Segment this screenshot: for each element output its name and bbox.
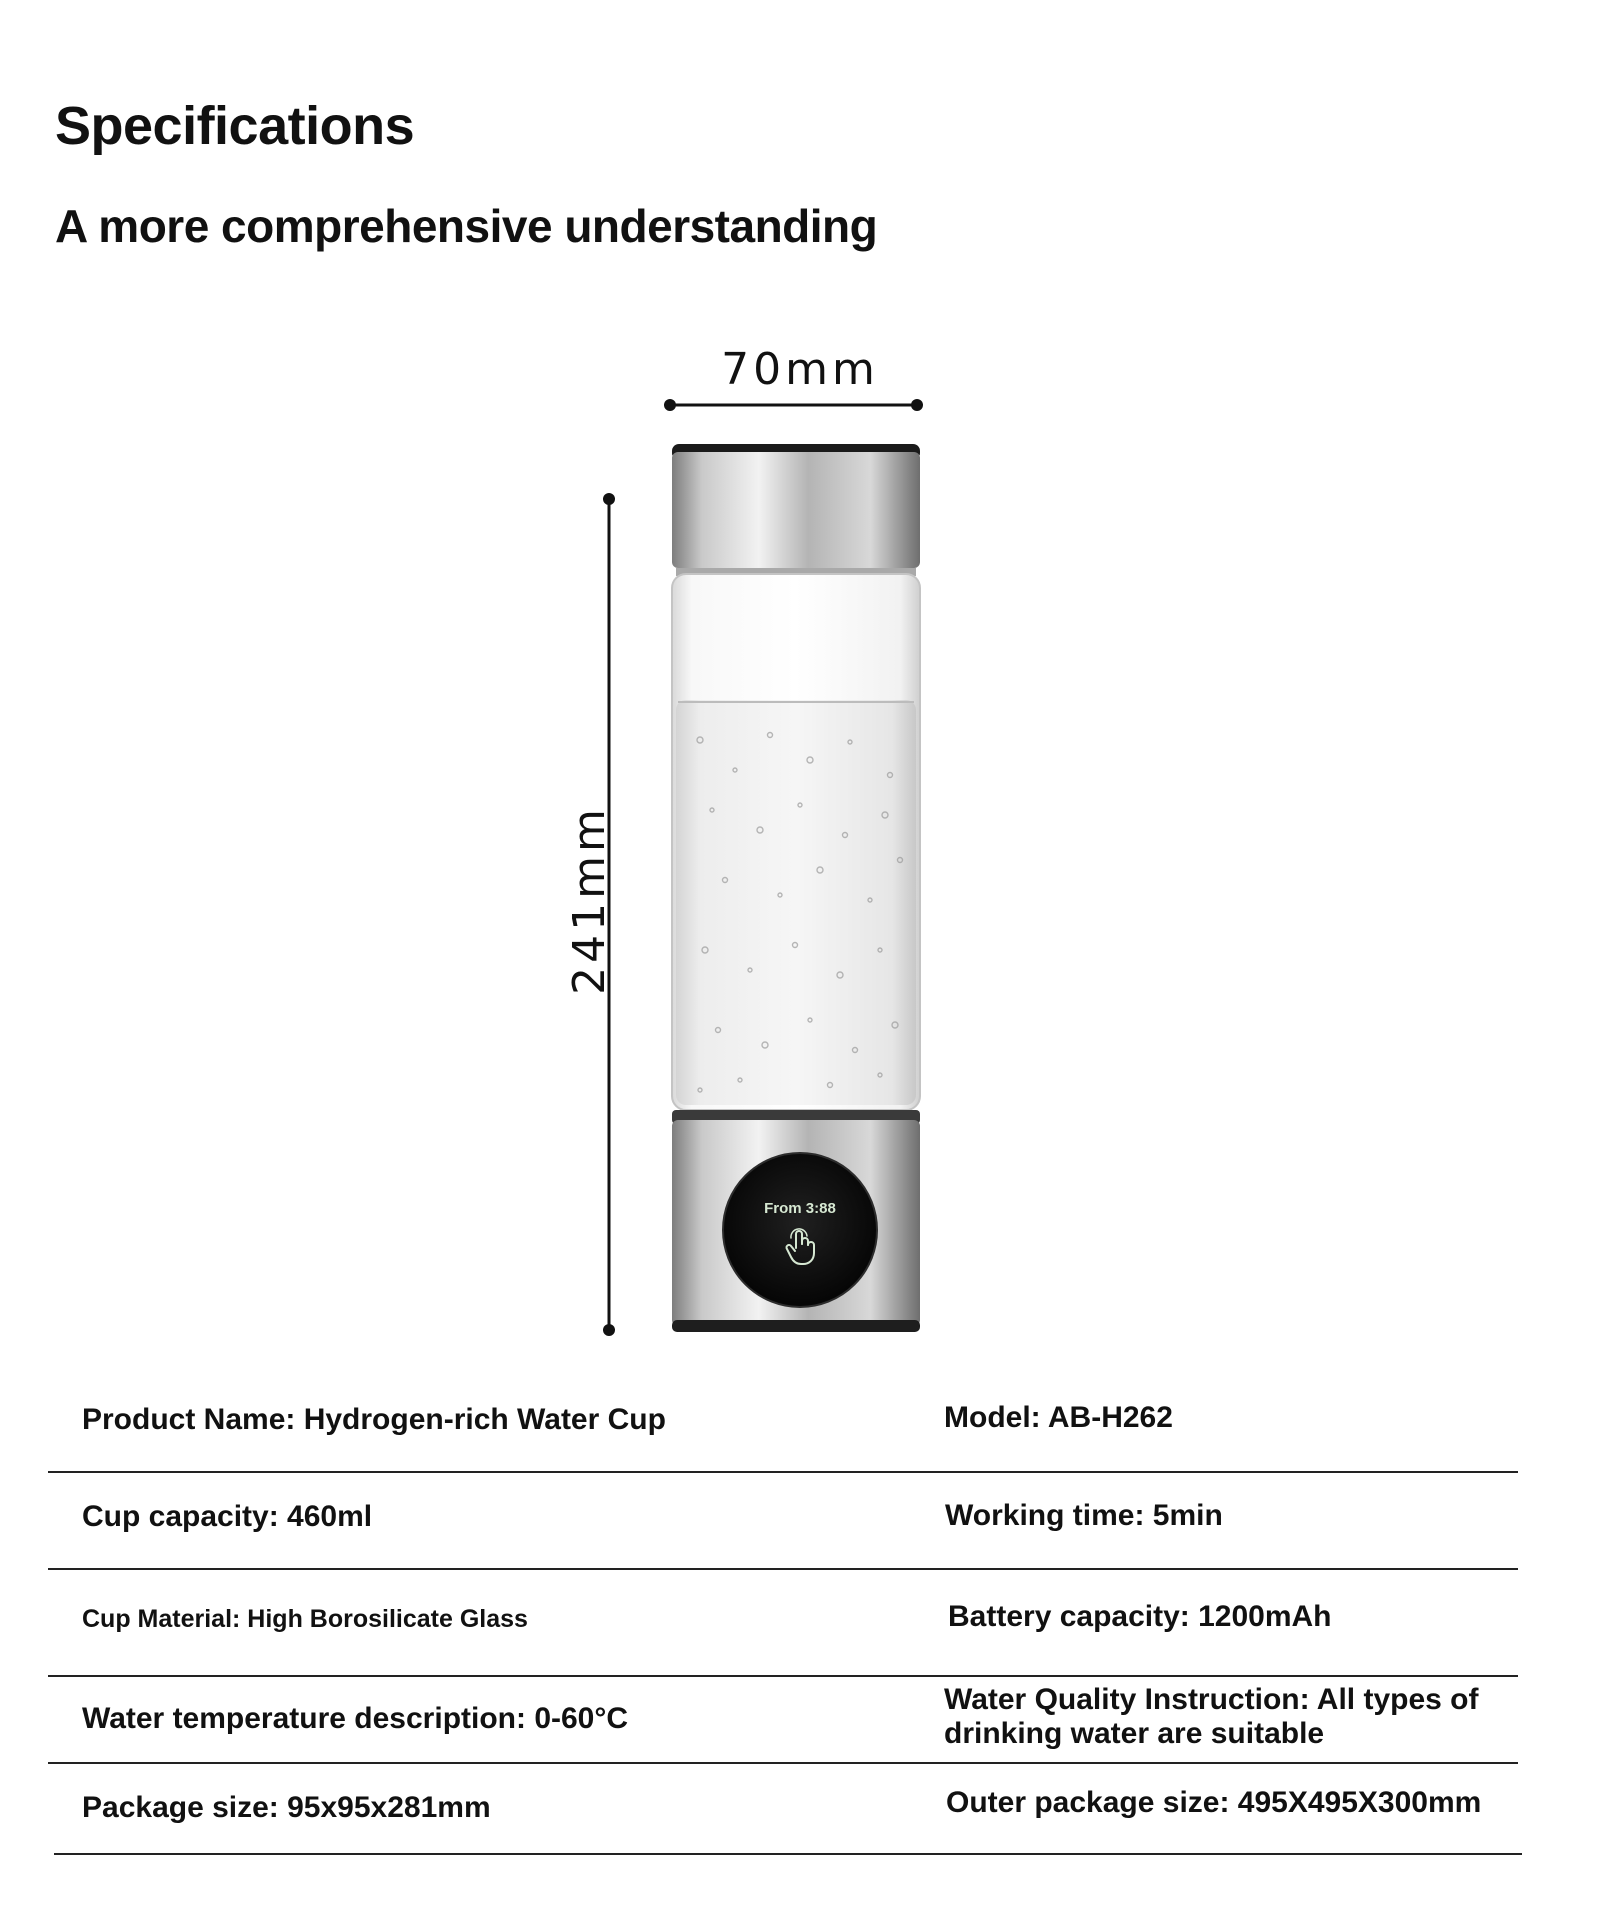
spec-divider [48, 1762, 1518, 1764]
spec-product-name: Product Name: Hydrogen-rich Water Cup [82, 1403, 666, 1436]
spec-package-size: Package size: 95x95x281mm [82, 1791, 491, 1824]
width-dimension-label: 70mm [721, 344, 879, 395]
spec-outer-package-size: Outer package size: 495X495X300mm [946, 1786, 1482, 1819]
spec-water-quality: Water Quality Instruction: All types of drinking water are suitable [944, 1683, 1479, 1750]
spec-divider [48, 1568, 1518, 1570]
spec-cup-capacity: Cup capacity: 460ml [82, 1500, 373, 1533]
spec-model: Model: AB-H262 [944, 1401, 1173, 1434]
spec-water-temperature: Water temperature description: 0-60°C [82, 1702, 629, 1735]
height-dimension-label: 241mm [564, 805, 615, 995]
page-subtitle: A more comprehensive understanding [55, 200, 878, 252]
page-title: Specifications [55, 96, 415, 156]
device-screen-text: From 3:88 [764, 1200, 836, 1217]
spec-divider [54, 1853, 1522, 1855]
width-dimension-line [664, 399, 923, 411]
spec-divider [48, 1471, 1518, 1473]
spec-working-time: Working time: 5min [945, 1499, 1223, 1532]
spec-cup-material: Cup Material: High Borosilicate Glass [82, 1605, 528, 1633]
spec-divider [48, 1675, 1518, 1677]
height-dimension-line [603, 493, 615, 1336]
spec-battery-capacity: Battery capacity: 1200mAh [948, 1600, 1332, 1633]
water-bottle [672, 444, 920, 1332]
